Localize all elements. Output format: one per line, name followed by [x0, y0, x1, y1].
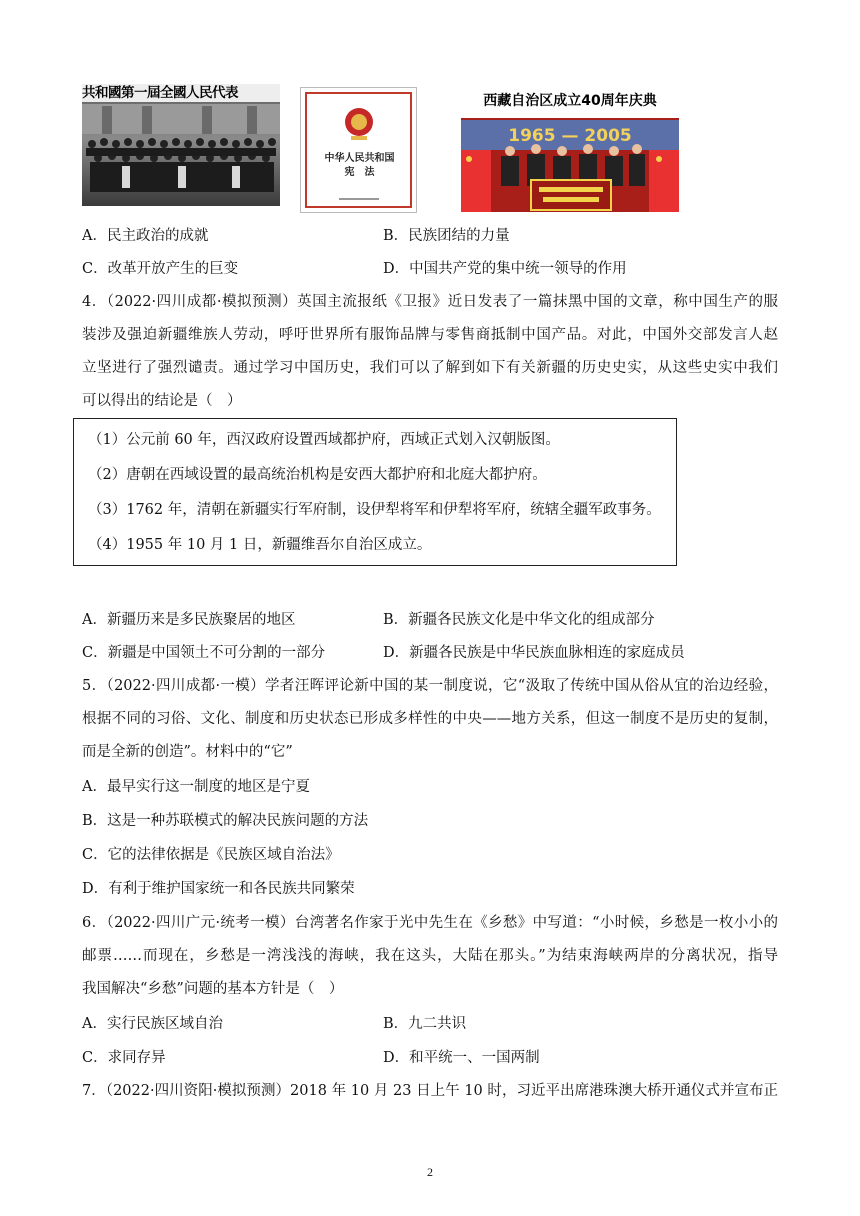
q4-material-item-4: （4）1955 年 10 月 1 日，新疆维吾尔自治区成立。: [88, 537, 432, 553]
q5-option-d[interactable]: D．有利于维护国家统一和各民族共同繁荣: [82, 881, 355, 897]
q3-option-a[interactable]: A．民主政治的成就: [82, 228, 209, 244]
national-emblem-icon: [301, 88, 417, 213]
q3-option-c[interactable]: C．改革开放产生的巨变: [82, 261, 239, 277]
q4-option-c[interactable]: C．新疆是中国领土不可分割的一部分: [82, 645, 326, 661]
q5-option-c[interactable]: C．它的法律依据是《民族区域自治法》: [82, 847, 340, 863]
q4-stem-line-3: 立坚进行了强烈谴责。通过学习中国历史，我们可以了解到如下有关新疆的历史史实，从这些史实中我们: [82, 360, 778, 376]
q5-option-b[interactable]: B．这是一种苏联模式的解决民族问题的方法: [82, 813, 369, 829]
q4-option-b[interactable]: B．新疆各民族文化是中华文化的组成部分: [383, 612, 655, 628]
photo-title: 西藏自治区成立40周年庆典: [461, 84, 679, 118]
page-number: 2: [427, 1165, 433, 1179]
tibet-anniversary-photo: [461, 84, 679, 212]
q6-option-c[interactable]: C．求同存异: [82, 1050, 166, 1066]
photo-first-npc: [82, 84, 280, 206]
q4-stem-line-1: 4．（2022·四川成都·模拟预测）英国主流报纸《卫报》近日发表了一篇抹黑中国的文章，称中国生产的服: [82, 294, 778, 310]
q5-stem-line-2: 根据不同的习俗、文化、制度和历史状态已形成多样性的中央——地方关系，但这一制度不是历史的复制，: [82, 711, 778, 727]
constitution-cover: [300, 87, 417, 213]
q4-material-item-3: （3）1762 年，清朝在新疆实行军府制，设伊犁将军和伊犁将军府，统辖全疆军政事务。: [88, 502, 661, 518]
q6-stem-line-3: 我国解决“乡愁”问题的基本方针是（ ）: [82, 981, 344, 997]
cover-footer-line: [339, 198, 379, 200]
q5-option-a[interactable]: A．最早实行这一制度的地区是宁夏: [82, 779, 310, 795]
q4-material-item-2: （2）唐朝在西域设置的最高统治机构是安西大都护府和北庭大都护府。: [88, 467, 547, 483]
q4-option-a[interactable]: A．新疆历来是多民族聚居的地区: [82, 612, 296, 628]
q3-option-b[interactable]: B．民族团结的力量: [383, 228, 510, 244]
q6-option-d[interactable]: D．和平统一、一国两制: [383, 1050, 540, 1066]
photo-years: 1965 — 2005: [508, 126, 632, 146]
q5-stem-line-3: 而是全新的创造”。材料中的“它”: [82, 744, 293, 760]
q6-stem-line-1: 6．（2022·四川广元·统考一模）台湾著名作家于光中先生在《乡愁》中写道：“小时候，乡愁是一枚小小的: [82, 915, 778, 931]
q4-material-box: [73, 418, 677, 566]
q4-stem-line-2: 装涉及强迫新疆维族人劳动，呼吁世界所有服饰品牌与零售商抵制中国产品。对此，中国外交部发言人赵: [82, 327, 778, 343]
q5-stem-line-1: 5．（2022·四川成都·一模）学者汪晖评论新中国的某一制度说，它“汲取了传统中国从俗从宜的治边经验，: [82, 678, 778, 694]
q4-material-item-1: （1）公元前 60 年，西汉政府设置西域都护府，西域正式划入汉朝版图。: [88, 432, 560, 448]
q7-stem-line-1: 7．（2022·四川资阳·模拟预测）2018 年 10 月 23 日上午 10 时，习近平出席港珠澳大桥开通仪式并宣布正: [82, 1083, 778, 1099]
q6-stem-line-2: 邮票……而现在，乡愁是一湾浅浅的海峡，我在这头，大陆在那头。”为结束海峡两岸的分离状况，指导: [82, 948, 778, 964]
cover-title: 中华人民共和国 宪 法: [324, 153, 395, 178]
q6-option-a[interactable]: A．实行民族区域自治: [82, 1016, 223, 1032]
q4-stem-line-4: 可以得出的结论是（ ）: [82, 393, 242, 409]
photo-caption: 共和國第一屆全國人民代表: [82, 84, 280, 102]
group-photo-graphic: [82, 84, 280, 206]
q3-option-d[interactable]: D．中国共产党的集中统一领导的作用: [383, 261, 627, 277]
q4-option-d[interactable]: D．新疆各民族是中华民族血脉相连的家庭成员: [383, 645, 685, 661]
q6-option-b[interactable]: B．九二共识: [383, 1016, 467, 1032]
